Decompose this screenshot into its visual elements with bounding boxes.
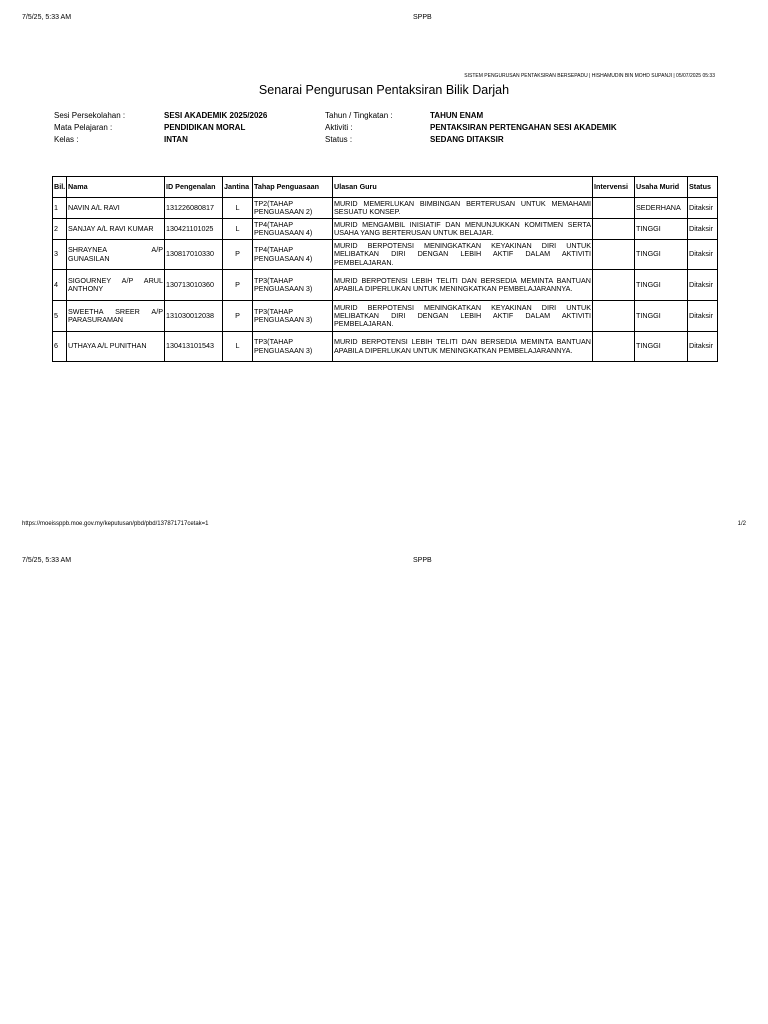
info-left-values	[164, 110, 267, 147]
cell-id: 130421101025	[165, 219, 223, 240]
cell-status: Ditaksir	[688, 270, 718, 301]
info-label-aktiviti: Aktiviti :	[325, 123, 353, 133]
info-value-sesi: SESI AKADEMIK 2025/2026	[164, 111, 268, 120]
col-header-status: Status	[688, 177, 718, 198]
print-app-name: SPPB	[413, 14, 432, 21]
cell-ulasan: MURID BERPOTENSI MENINGKATKAN KEYAKINAN DIRI UNTUK MELIBATKAN DIRI DENGAN LEBIH AKTIF DALAM AKTIVITI PEMBELAJARAN.	[333, 240, 593, 270]
col-header-usaha: Usaha Murid	[635, 177, 688, 198]
col-header-id: ID Pengenalan	[165, 177, 223, 198]
cell-tahap: TP3(TAHAP PENGUASAAN 3)	[253, 270, 333, 301]
col-header-nama: Nama	[67, 177, 165, 198]
cell-nama: SANJAY A/L RAVI KUMAR	[67, 219, 165, 240]
system-info-line: SISTEM PENGURUSAN PENTAKSIRAN BERSEPADU | HISHAMUDIN BIN MOHD SUPANJI | 05/07/2025 05:33	[464, 73, 715, 79]
cell-intervensi	[593, 332, 635, 362]
cell-id: 131030012038	[165, 301, 223, 332]
cell-nama: UTHAYA A/L PUNITHAN	[67, 332, 165, 362]
table-row	[53, 198, 718, 219]
info-value-tahun: TAHUN ENAM	[430, 111, 484, 120]
cell-bil: 6	[53, 332, 67, 362]
info-value-kelas: INTAN	[164, 135, 188, 145]
cell-id: 130413101543	[165, 332, 223, 362]
info-right-labels	[325, 110, 393, 147]
cell-nama: SHRAYNEA A/P GUNASILAN	[67, 240, 165, 270]
info-label-kelas: Kelas :	[54, 135, 79, 145]
cell-tahap: TP4(TAHAP PENGUASAAN 4)	[253, 240, 333, 270]
cell-nama: SWEETHA SREER A/P PARASURAMAN	[67, 301, 165, 332]
table-row	[53, 301, 718, 332]
cell-intervensi	[593, 219, 635, 240]
page-title: Senarai Pengurusan Pentaksiran Bilik Darjah	[258, 83, 510, 97]
info-label-sesi: Sesi Persekolahan :	[54, 111, 126, 120]
print-datetime: 7/5/25, 5:33 AM	[22, 14, 72, 21]
cell-status: Ditaksir	[688, 198, 718, 219]
cell-usaha: TINGGI	[635, 301, 688, 332]
cell-usaha: TINGGI	[635, 270, 688, 301]
cell-status: Ditaksir	[688, 301, 718, 332]
info-left-labels	[54, 110, 125, 147]
table-row	[53, 219, 718, 240]
cell-intervensi	[593, 198, 635, 219]
cell-usaha: TINGGI	[635, 240, 688, 270]
cell-intervensi	[593, 301, 635, 332]
col-header-jantina: Jantina	[223, 177, 253, 198]
cell-ulasan: MURID BERPOTENSI MENINGKATKAN KEYAKINAN DIRI UNTUK MELIBATKAN DIRI DENGAN LEBIH AKTIF DALAM AKTIVITI PEMBELAJARAN.	[333, 301, 593, 332]
cell-status: Ditaksir	[688, 219, 718, 240]
cell-nama: NAVIN A/L RAVI	[67, 198, 165, 219]
cell-usaha: SEDERHANA	[635, 198, 688, 219]
table-header-row	[53, 177, 718, 198]
cell-tahap: TP2(TAHAP PENGUASAAN 2)	[253, 198, 333, 219]
info-value-status: SEDANG DITAKSIR	[430, 135, 504, 145]
info-label-status: Status :	[325, 135, 353, 145]
cell-bil: 1	[53, 198, 67, 219]
col-header-ulasan: Ulasan Guru	[333, 177, 593, 198]
cell-id: 130817010330	[165, 240, 223, 270]
info-right-values	[430, 110, 617, 147]
cell-tahap: TP3(TAHAP PENGUASAAN 3)	[253, 332, 333, 362]
cell-intervensi	[593, 270, 635, 301]
cell-bil: 4	[53, 270, 67, 301]
cell-jantina: L	[223, 219, 253, 240]
col-header-bil: Bil.	[53, 177, 67, 198]
cell-jantina: L	[223, 198, 253, 219]
table-row	[53, 332, 718, 362]
table-row	[53, 240, 718, 270]
info-value-mata-pelajaran: PENDIDIKAN MORAL	[164, 123, 246, 133]
info-label-mata-pelajaran: Mata Pelajaran :	[54, 123, 113, 133]
col-header-tahap: Tahap Penguasaan	[253, 177, 333, 198]
cell-ulasan: MURID BERPOTENSI LEBIH TELITI DAN BERSEDIA MEMINTA BANTUAN APABILA DIPERLUKAN UNTUK MENINGKATKAN PEMBELAJARANNYA.	[333, 270, 593, 301]
cell-jantina: L	[223, 332, 253, 362]
cell-usaha: TINGGI	[635, 332, 688, 362]
print-app-name-page2: SPPB	[413, 557, 432, 564]
cell-bil: 5	[53, 301, 67, 332]
cell-id: 131226080817	[165, 198, 223, 219]
cell-intervensi	[593, 240, 635, 270]
cell-ulasan: MURID MEMERLUKAN BIMBINGAN BERTERUSAN UNTUK MEMAHAMI SESUATU KONSEP.	[333, 198, 593, 219]
cell-tahap: TP4(TAHAP PENGUASAAN 4)	[253, 219, 333, 240]
col-header-intervensi: Intervensi	[593, 177, 635, 198]
cell-bil: 3	[53, 240, 67, 270]
cell-jantina: P	[223, 270, 253, 301]
print-url-link[interactable]: https://moeissppb.moe.gov.my/keputusan/pbd/pbd/137871717cetak=1	[22, 521, 209, 527]
print-datetime-page2: 7/5/25, 5:33 AM	[22, 557, 72, 564]
cell-ulasan: MURID BERPOTENSI LEBIH TELITI DAN BERSEDIA MEMINTA BANTUAN APABILA DIPERLUKAN UNTUK MENINGKATKAN PEMBELAJARANNYA.	[333, 332, 593, 362]
info-label-tahun: Tahun / Tingkatan :	[325, 111, 393, 120]
page-number: 1/2	[737, 521, 746, 527]
cell-tahap: TP3(TAHAP PENGUASAAN 3)	[253, 301, 333, 332]
cell-status: Ditaksir	[688, 332, 718, 362]
info-value-aktiviti: PENTAKSIRAN PERTENGAHAN SESI AKADEMIK	[430, 123, 617, 133]
cell-usaha: TINGGI	[635, 219, 688, 240]
table-row	[53, 270, 718, 301]
cell-jantina: P	[223, 301, 253, 332]
cell-id: 130713010360	[165, 270, 223, 301]
cell-ulasan: MURID MENGAMBIL INISIATIF DAN MENUNJUKKAN KOMITMEN SERTA USAHA YANG BERTERUSAN UNTUK BELAJAR.	[333, 219, 593, 240]
cell-jantina: P	[223, 240, 253, 270]
cell-bil: 2	[53, 219, 67, 240]
cell-status: Ditaksir	[688, 240, 718, 270]
cell-nama: SIGOURNEY A/P ARUL ANTHONY	[67, 270, 165, 301]
assessment-table	[52, 176, 718, 362]
